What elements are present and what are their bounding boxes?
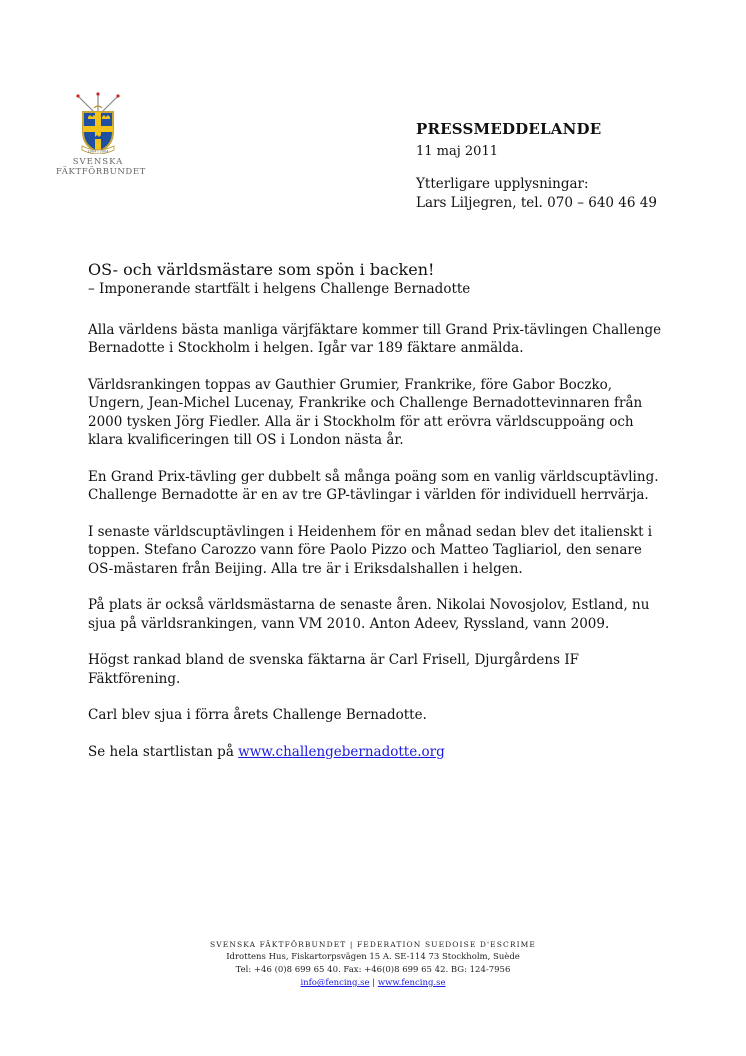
logo-name-line1: SVENSKA xyxy=(72,157,124,167)
startlist-paragraph xyxy=(88,743,668,762)
footer-link-separator: | xyxy=(369,978,378,988)
press-release-header xyxy=(416,120,657,213)
article-paragraph: Världsrankingen toppas av Gauthier Grumier, Frankrike, före Gabor Boczko, Ungern, Jean-Michel Lucenay, Frankrike och Challenge Bernadottevinnaren från 2000 tysken Jörg Fiedler. Alla är i Stockholm för att erövra världscuppoäng och klara kvalificeringen till OS i London nästa år. xyxy=(88,376,643,448)
article-paragraph: På plats är också världsmästarna de senaste åren. Nikolai Novosjolov, Estland, nu sjua på världsrankingen, vann VM 2010. Anton Adeev, Ryssland, vann 2009. xyxy=(88,597,650,632)
document-type-title: PRESSMEDDELANDE xyxy=(416,120,602,138)
article-headline: OS- och världsmästare som spön i backen! xyxy=(88,260,435,279)
email-link[interactable]: info@fencing.se xyxy=(300,978,370,988)
article-paragraph: En Grand Prix-tävling ger dubbelt så många poäng som en vanlig världscuptävling. Challenge Bernadotte är en av tre GP-tävlingar i världen för individuell herrvärja. xyxy=(88,468,659,503)
contact-person: Lars Liljegren, tel. 070 – 640 46 49 xyxy=(416,195,657,211)
article-paragraph: Alla världens bästa manliga värjfäktare kommer till Grand Prix-tävlingen Challenge Bernadotte i Stockholm i helgen. Igår var 189 fäktare anmälda. xyxy=(88,321,662,356)
article-subheadline: – Imponerande startfält i helgens Challenge Bernadotte xyxy=(88,281,471,297)
startlist-prefix: Se hela startlistan på xyxy=(88,743,239,760)
footer-organization: SVENSKA FÄKTFÖRBUNDET | FEDERATION SUEDOISE D'ESCRIME xyxy=(209,940,536,949)
contact-info xyxy=(416,175,657,213)
logo-name-line2: FÄKTFÖRBUNDET xyxy=(56,167,146,177)
website-link[interactable]: www.fencing.se xyxy=(377,978,446,988)
article-paragraph: Carl blev sjua i förra årets Challenge Bernadotte. xyxy=(88,707,427,723)
article-paragraph: I senaste världscuptävlingen i Heidenhem för en månad sedan blev det italienskt i toppen. Stefano Carozzo vann före Paolo Pizzo och Matteo Tagliariol, den senare OS-mästaren från Beijing. Alla tre är i Eriksdalshallen i helgen. xyxy=(88,523,653,577)
footer-phone: Tel: +46 (0)8 699 65 40. Fax: +46(0)8 699 65 42. BG: 124-7956 xyxy=(235,965,511,975)
page-footer xyxy=(0,938,746,990)
article-paragraph: Högst rankad bland de svenska fäktarna är Carl Frisell, Djurgårdens IF Fäktförening. xyxy=(88,652,580,687)
coat-of-arms-icon xyxy=(68,92,128,154)
federation-logo xyxy=(56,92,146,182)
startlist-link[interactable]: www.challengebernadotte.org xyxy=(238,743,445,760)
release-date: 11 maj 2011 xyxy=(416,144,498,159)
logo-badge-text: 1904 | 2004 xyxy=(87,149,109,154)
footer-links xyxy=(0,977,746,990)
contact-label: Ytterligare upplysningar: xyxy=(416,176,589,192)
footer-address: Idrottens Hus, Fiskartorpsvägen 15 A. SE-114 73 Stockholm, Suède xyxy=(226,952,520,962)
article-body xyxy=(88,260,668,779)
